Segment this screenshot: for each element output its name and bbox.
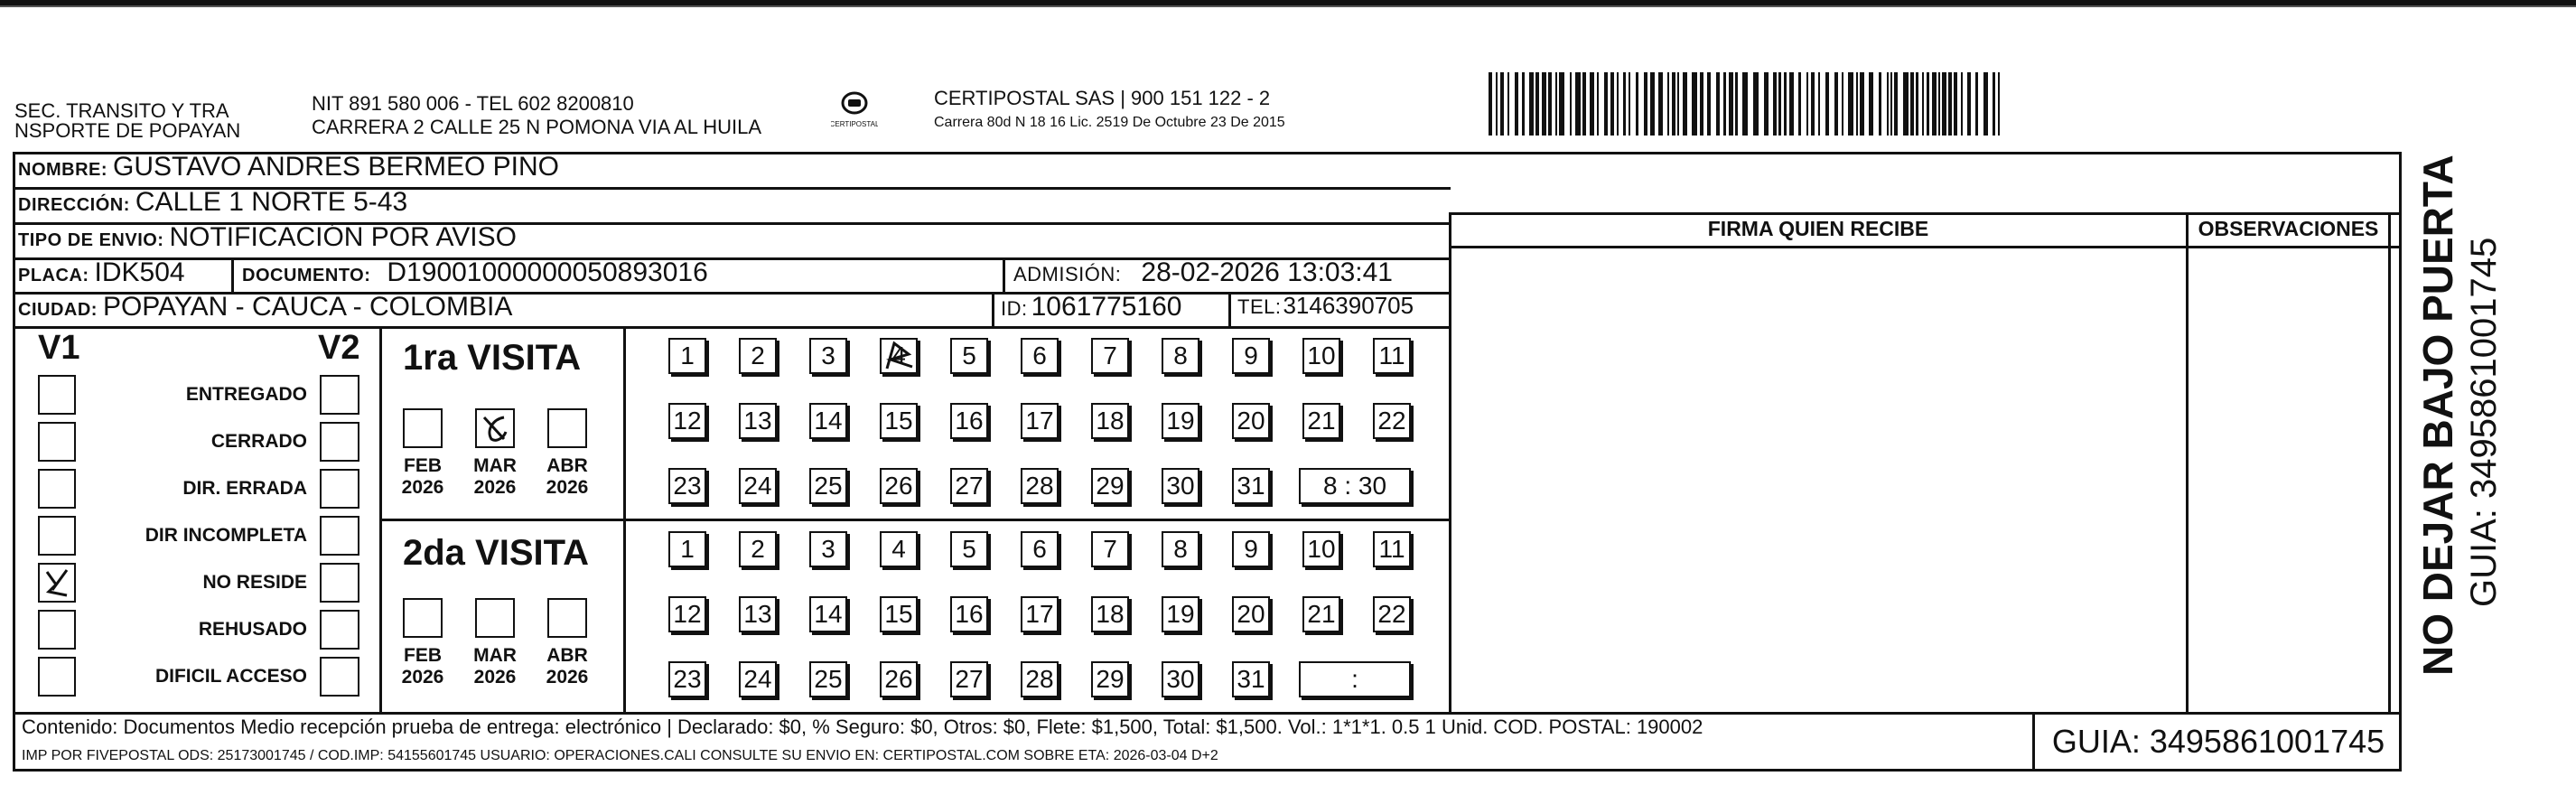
visit1-day-box[interactable]: 7 xyxy=(1091,338,1129,374)
barcode-bar xyxy=(1869,72,1873,136)
visit1-day-box[interactable]: 14 xyxy=(809,403,847,439)
barcode-bar xyxy=(1834,72,1838,136)
visit2-day-box[interactable]: 24 xyxy=(739,661,777,697)
barcode-bar xyxy=(1993,72,1995,136)
visit1-day-box[interactable]: 3 xyxy=(809,338,847,374)
id-row xyxy=(1001,292,1181,323)
visit1-day-box[interactable]: 28 xyxy=(1021,468,1059,504)
id-value: 1061775160 xyxy=(1031,292,1182,322)
visit2-day-box[interactable]: 22 xyxy=(1373,596,1411,632)
barcode-bar xyxy=(1954,72,1957,136)
barcode-bar xyxy=(1555,72,1557,136)
direccion-label: DIRECCIÓN: xyxy=(18,195,130,215)
id-label: ID: xyxy=(1001,297,1028,320)
visit1-day-box[interactable]: 26 xyxy=(880,468,918,504)
barcode-bar xyxy=(1927,72,1929,136)
barcode-bar xyxy=(1658,72,1663,136)
right-edge-line xyxy=(2388,212,2391,714)
visit1-day-box[interactable]: 10 xyxy=(1302,338,1340,374)
month-year: 2026 xyxy=(546,667,589,687)
visit2-month-label xyxy=(396,645,450,688)
barcode-bar xyxy=(1894,72,1898,136)
barcode-bar xyxy=(1932,72,1937,136)
status-label: DIFICIL ACCESO xyxy=(154,666,307,687)
visit2-day-box[interactable]: 21 xyxy=(1302,596,1340,632)
v2-checkbox[interactable] xyxy=(320,516,359,556)
documento-value: D19001000000050893016 xyxy=(387,257,708,287)
row-divider xyxy=(13,326,1451,329)
visit2-day-box[interactable]: 4 xyxy=(880,531,918,567)
barcode-bar xyxy=(1773,72,1777,136)
footer-divider xyxy=(13,712,2402,715)
tel-row xyxy=(1237,292,1414,320)
visit2-day-box[interactable]: 26 xyxy=(880,661,918,697)
admision-row xyxy=(1013,257,1393,288)
status-column-divider xyxy=(379,326,382,713)
status-label: DIR. ERRADA xyxy=(182,478,307,499)
visit1-time-box[interactable]: 8 : 30 xyxy=(1299,468,1411,504)
visit2-month-checkbox[interactable] xyxy=(403,598,443,638)
barcode-bar xyxy=(1856,72,1858,136)
visit1-month-checkbox[interactable] xyxy=(547,408,587,448)
barcode-bar xyxy=(1729,72,1733,136)
visit1-day-box[interactable]: 1 xyxy=(668,338,706,374)
v2-checkbox[interactable] xyxy=(320,469,359,509)
visit1-day-box[interactable]: 4 xyxy=(880,338,918,374)
barcode-bar xyxy=(1753,72,1759,136)
barcode-bar xyxy=(1677,72,1679,136)
month-year: 2026 xyxy=(546,477,589,498)
barcode-bar xyxy=(1489,72,1492,136)
visit1-month-checkbox[interactable] xyxy=(403,408,443,448)
barcode-bar xyxy=(1961,72,1963,136)
imp-text: IMP POR FIVEPOSTAL ODS: 25173001745 / COD.IMP: 54155601745 USUARIO: OPERACIONES.CALI CONSULTE SU ENVIO EN: CERTIPOSTAL.COM SOBRE ETA: 2026-03-04 D+2 xyxy=(22,748,1218,763)
barcode-bar xyxy=(1559,72,1564,136)
sender-line-2: NSPORTE DE POPAYAN xyxy=(14,119,241,142)
v1-checkbox[interactable] xyxy=(38,563,76,603)
tel-divider xyxy=(1228,292,1231,328)
month-year: 2026 xyxy=(401,667,444,687)
v2-checkbox[interactable] xyxy=(320,375,359,415)
direccion-value: CALLE 1 NORTE 5-43 xyxy=(135,187,408,217)
visit2-day-box[interactable]: 3 xyxy=(809,531,847,567)
barcode-bar xyxy=(1778,72,1781,136)
visit1-month-label xyxy=(540,455,594,499)
barcode-bar xyxy=(1842,72,1843,136)
barcode-bar xyxy=(1890,72,1892,136)
visit1-month-checkbox[interactable] xyxy=(475,408,515,448)
sender-line-1: SEC. TRANSITO Y TRA xyxy=(14,99,229,122)
barcode-bar xyxy=(1998,72,2000,136)
barcode-bar xyxy=(1548,72,1552,136)
visit1-day-box[interactable]: 29 xyxy=(1091,468,1129,504)
barcode-bar xyxy=(1542,72,1546,136)
nit-line: NIT 891 580 006 - TEL 602 8200810 xyxy=(312,92,634,115)
barcode-bar xyxy=(1916,72,1918,136)
check-mark-icon xyxy=(47,570,67,595)
right-panel-left-line xyxy=(1449,212,1451,714)
v1-checkbox[interactable] xyxy=(38,469,76,509)
documento-row xyxy=(242,257,708,288)
visit1-day-box[interactable]: 19 xyxy=(1162,403,1199,439)
visit1-day-box[interactable]: 25 xyxy=(809,468,847,504)
visit1-day-box[interactable]: 13 xyxy=(739,403,777,439)
ciudad-value: POPAYAN - CAUCA - COLOMBIA xyxy=(102,292,513,322)
nombre-row xyxy=(18,152,559,182)
footer-guia-divider xyxy=(2032,712,2035,772)
visit1-day-box[interactable]: 6 xyxy=(1021,338,1059,374)
visit2-day-box[interactable]: 23 xyxy=(668,661,706,697)
barcode-bar xyxy=(1742,72,1748,136)
month-name: FEB xyxy=(404,645,442,666)
firma-label: FIRMA QUIEN RECIBE xyxy=(1707,217,1929,240)
visit1-day-box[interactable]: 16 xyxy=(950,403,988,439)
side-guia-text: GUIA: 3495861001745 xyxy=(2464,237,2504,607)
barcode-bar xyxy=(1811,72,1815,136)
barcode-bar xyxy=(1535,72,1539,136)
barcode-bar xyxy=(1529,72,1534,136)
visit2-day-box[interactable]: 17 xyxy=(1021,596,1059,632)
visit2-day-box[interactable]: 5 xyxy=(950,531,988,567)
visit2-day-box[interactable]: 30 xyxy=(1162,661,1199,697)
v1-checkbox[interactable] xyxy=(38,422,76,462)
barcode-bar xyxy=(1806,72,1808,136)
nombre-value: GUSTAVO ANDRES BERMEO PINO xyxy=(113,152,560,182)
placa-value: IDK504 xyxy=(94,257,185,287)
visit1-day-box[interactable]: 9 xyxy=(1232,338,1270,374)
barcode-image xyxy=(1489,72,2005,137)
barcode-bar xyxy=(1784,72,1787,136)
visit1-day-box[interactable]: 11 xyxy=(1373,338,1411,374)
visit1-day-box[interactable]: 22 xyxy=(1373,403,1411,439)
month-name: MAR xyxy=(473,645,517,666)
visit2-day-box[interactable]: 1 xyxy=(668,531,706,567)
barcode-bar xyxy=(1910,72,1914,136)
barcode-bar xyxy=(1707,72,1711,136)
top-scan-edge-shadow xyxy=(0,5,2576,7)
visit2-day-box[interactable]: 6 xyxy=(1021,531,1059,567)
admision-divider xyxy=(1003,257,1005,294)
v1-checkbox[interactable] xyxy=(38,516,76,556)
right-panel-top-line xyxy=(1451,212,2402,215)
barcode-bar xyxy=(1644,72,1647,136)
documento-label: DOCUMENTO: xyxy=(242,266,371,285)
barcode-bar xyxy=(1903,72,1909,136)
tipo-envio-row xyxy=(18,222,517,253)
barcode-bar xyxy=(1623,72,1626,136)
tipo-envio-value: NOTIFICACIÓN POR AVISO xyxy=(169,222,517,252)
barcode-bar xyxy=(1692,72,1697,136)
visit2-day-box[interactable]: 20 xyxy=(1232,596,1270,632)
barcode-bar xyxy=(1967,72,1971,136)
visit2-day-box[interactable]: 27 xyxy=(950,661,988,697)
barcode-bar xyxy=(1975,72,1978,136)
month-year: 2026 xyxy=(401,477,444,498)
status-label: ENTREGADO xyxy=(185,384,307,405)
contenido-text: Contenido: Documentos Medio recepción prueba de entrega: electrónico | Declarado: $0, % Seguro: $0, Otros: $0, Flete: $1,500, Total: $1,500. Vol.: 1*1*1. 0.5 1 Unid. COD. POSTAL: 190002 xyxy=(22,716,1703,738)
visit2-day-box[interactable]: 8 xyxy=(1162,531,1199,567)
barcode-bar xyxy=(1860,72,1864,136)
barcode-bar xyxy=(1500,72,1504,136)
visit2-day-box[interactable]: 2 xyxy=(739,531,777,567)
visit2-day-box[interactable]: 28 xyxy=(1021,661,1059,697)
barcode-bar xyxy=(1922,72,1924,136)
visit1-day-box[interactable]: 5 xyxy=(950,338,988,374)
months-column-divider xyxy=(623,326,626,713)
barcode-bar xyxy=(1848,72,1853,136)
visit2-title: 2da VISITA xyxy=(403,533,589,573)
visit1-day-box[interactable]: 8 xyxy=(1162,338,1199,374)
barcode-bar xyxy=(1948,72,1952,136)
barcode-bar xyxy=(1617,72,1619,136)
barcode-bar xyxy=(1604,72,1608,136)
admision-label: ADMISIÓN: xyxy=(1013,263,1122,285)
check-mark-icon xyxy=(887,343,912,369)
month-year: 2026 xyxy=(473,667,517,687)
v2-checkbox[interactable] xyxy=(320,610,359,650)
visit1-day-box[interactable]: 23 xyxy=(668,468,706,504)
v2-label: V2 xyxy=(318,329,360,367)
visit2-day-box[interactable]: 29 xyxy=(1091,661,1129,697)
month-year: 2026 xyxy=(473,477,517,498)
placa-row xyxy=(18,257,185,288)
barcode-bar xyxy=(1735,72,1738,136)
barcode-bar xyxy=(1983,72,1988,136)
v2-checkbox[interactable] xyxy=(320,422,359,462)
visit1-day-box[interactable]: 31 xyxy=(1232,468,1270,504)
visit2-day-box[interactable]: 9 xyxy=(1232,531,1270,567)
barcode-bar xyxy=(1672,72,1675,136)
tel-label: TEL: xyxy=(1237,295,1282,318)
visit1-day-box[interactable]: 24 xyxy=(739,468,777,504)
visit-divider xyxy=(379,519,1451,521)
visit2-month-label xyxy=(540,645,594,688)
barcode-bar xyxy=(1716,72,1720,136)
admision-value: 28-02-2026 13:03:41 xyxy=(1141,257,1393,287)
visit2-day-box[interactable]: 31 xyxy=(1232,661,1270,697)
address-line: CARRERA 2 CALLE 25 N POMONA VIA AL HUILA xyxy=(312,116,762,138)
visit1-month-label xyxy=(468,455,522,499)
barcode-bar xyxy=(1887,72,1889,136)
check-mark-icon xyxy=(484,417,506,440)
observaciones-divider xyxy=(2186,212,2189,714)
visit1-day-box[interactable]: 17 xyxy=(1021,403,1059,439)
barcode-bar xyxy=(1798,72,1801,136)
status-label: NO RESIDE xyxy=(202,572,307,593)
v1-label: V1 xyxy=(38,329,80,367)
placa-label: PLACA: xyxy=(18,266,89,285)
visit1-day-box[interactable]: 12 xyxy=(668,403,706,439)
status-label: CERRADO xyxy=(210,431,307,452)
v1-checkbox[interactable] xyxy=(38,610,76,650)
status-label: REHUSADO xyxy=(198,619,307,640)
barcode-bar xyxy=(1597,72,1599,136)
company-line: CERTIPOSTAL SAS | 900 151 122 - 2 xyxy=(934,87,1271,109)
barcode-bar xyxy=(1515,72,1518,136)
visit2-day-box[interactable]: 25 xyxy=(809,661,847,697)
visit1-day-box[interactable]: 21 xyxy=(1302,403,1340,439)
visit2-day-box[interactable]: 14 xyxy=(809,596,847,632)
visit2-month-checkbox[interactable] xyxy=(475,598,515,638)
barcode-bar xyxy=(1764,72,1769,136)
right-panel-header-line xyxy=(1451,246,2402,248)
observaciones-label: OBSERVACIONES xyxy=(2198,217,2379,240)
barcode-bar xyxy=(1629,72,1630,136)
tipo-envio-label: TIPO DE ENVIO: xyxy=(18,230,164,250)
barcode-bar xyxy=(1575,72,1581,136)
visit2-month-label xyxy=(468,645,522,688)
barcode-bar xyxy=(1789,72,1794,136)
v2-checkbox[interactable] xyxy=(320,563,359,603)
visit2-day-box[interactable]: 11 xyxy=(1373,531,1411,567)
license-line: Carrera 80d N 18 16 Lic. 2519 De Octubre 23 De 2015 xyxy=(934,115,1285,130)
visit1-day-box[interactable]: 30 xyxy=(1162,468,1199,504)
visit2-time-box[interactable]: : xyxy=(1299,661,1411,697)
visit1-title: 1ra VISITA xyxy=(403,338,582,378)
visit2-month-checkbox[interactable] xyxy=(547,598,587,638)
barcode-bar xyxy=(1700,72,1703,136)
month-name: MAR xyxy=(473,455,517,476)
visit2-day-box[interactable]: 7 xyxy=(1091,531,1129,567)
visit2-day-box[interactable]: 15 xyxy=(880,596,918,632)
barcode-bar xyxy=(1496,72,1498,136)
v1-checkbox[interactable] xyxy=(38,375,76,415)
id-divider xyxy=(992,292,994,328)
visit1-day-box[interactable]: 18 xyxy=(1091,403,1129,439)
barcode-bar xyxy=(1723,72,1726,136)
visit2-day-box[interactable]: 19 xyxy=(1162,596,1199,632)
direccion-row xyxy=(18,187,407,218)
barcode-bar xyxy=(1683,72,1687,136)
nombre-label: NOMBRE: xyxy=(18,160,108,180)
barcode-bar xyxy=(1825,72,1829,136)
barcode-bar xyxy=(1818,72,1820,136)
placa-divider xyxy=(231,257,234,294)
barcode-bar xyxy=(1879,72,1881,136)
visit1-day-box[interactable]: 20 xyxy=(1232,403,1270,439)
logo-text: CERTIPOSTAL xyxy=(831,120,878,128)
visit2-day-box[interactable]: 10 xyxy=(1302,531,1340,567)
barcode-bar xyxy=(1507,72,1509,136)
barcode-bar xyxy=(1522,72,1525,136)
barcode-bar xyxy=(1636,72,1638,136)
tel-value: 3146390705 xyxy=(1283,292,1414,319)
barcode-bar xyxy=(1582,72,1586,136)
ciudad-row xyxy=(18,292,512,323)
certipostal-logo xyxy=(831,87,878,136)
footer-guia: GUIA: 3495861001745 xyxy=(2051,723,2385,760)
v1-checkbox[interactable] xyxy=(38,657,76,697)
barcode-bar xyxy=(1667,72,1669,136)
visit2-day-box[interactable]: 13 xyxy=(739,596,777,632)
barcode-bar xyxy=(1610,72,1614,136)
barcode-bar xyxy=(1570,72,1572,136)
v2-checkbox[interactable] xyxy=(320,657,359,697)
visit2-day-box[interactable]: 12 xyxy=(668,596,706,632)
barcode-bar xyxy=(1938,72,1940,136)
barcode-bar xyxy=(1590,72,1594,136)
ciudad-label: CIUDAD: xyxy=(18,300,98,320)
visit1-day-box[interactable]: 15 xyxy=(880,403,918,439)
month-name: ABR xyxy=(546,645,588,666)
barcode-bar xyxy=(1942,72,1946,136)
month-name: ABR xyxy=(546,455,588,476)
visit2-day-box[interactable]: 16 xyxy=(950,596,988,632)
barcode-bar xyxy=(1650,72,1655,136)
visit1-day-box[interactable]: 2 xyxy=(739,338,777,374)
visit2-day-box[interactable]: 18 xyxy=(1091,596,1129,632)
month-name: FEB xyxy=(404,455,442,476)
status-label: DIR INCOMPLETA xyxy=(145,525,307,546)
visit1-day-box[interactable]: 27 xyxy=(950,468,988,504)
no-dejar-bajo-puerta-text: NO DEJAR BAJO PUERTA xyxy=(2414,154,2461,676)
visit1-month-label xyxy=(396,455,450,499)
